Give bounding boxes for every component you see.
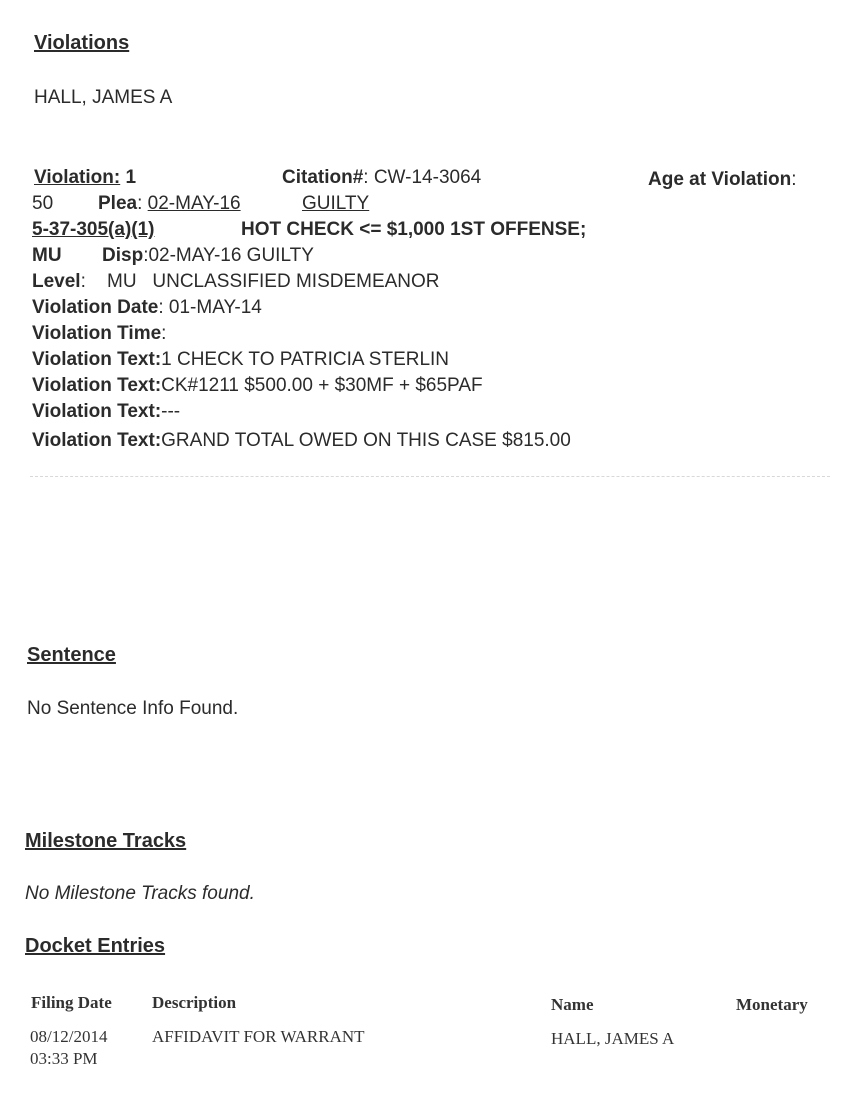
plea-date: 02-MAY-16 [147,193,241,214]
violation-text-line [32,349,449,371]
violation-text-line [32,375,483,397]
milestone-tracks-heading: Milestone Tracks [25,830,187,852]
violation-text-label: Violation Text: [32,375,162,396]
violation-time-line [32,323,166,345]
violation-text-line [32,401,180,423]
citation [282,167,481,189]
level-value: : MU UNCLASSIFIED MISDEMEANOR [80,271,440,292]
violation-time-value: : [161,323,167,344]
citation-label: Citation# [282,167,364,188]
column-header-description: Description [152,993,237,1012]
violation-text-label: Violation Text: [32,430,162,451]
statute: 5-37-305(a)(1) [32,219,155,240]
level-label: Level [32,271,81,292]
age-at-violation [648,169,797,191]
column-header-filing-date: Filing Date [31,993,112,1012]
violation-date-label: Violation Date [32,297,159,318]
section-divider [30,476,830,477]
sentence-heading: Sentence [27,644,116,666]
plea-colon: : [137,193,148,214]
violation-number-line [34,167,136,189]
sentence-text: No Sentence Info Found. [27,698,239,719]
docket-entries-heading: Docket Entries [25,935,166,957]
docket-description: AFFIDAVIT FOR WARRANT [152,1027,365,1046]
violation-text-label: Violation Text: [32,349,162,370]
violation-date-value: : 01-MAY-14 [158,297,262,318]
violation-text-label: Violation Text: [32,401,162,422]
violation-text-value: CK#1211 $500.00 + $30MF + $65PAF [161,375,483,396]
docket-name: HALL, JAMES A [551,1029,675,1048]
plea [98,193,241,215]
violation-text-line [32,430,571,452]
docket-filing-date: 08/12/2014 [30,1027,108,1046]
level-line [32,271,440,293]
citation-value: : CW-14-3064 [363,167,482,188]
violation-text-value: --- [161,401,181,422]
disposition [102,245,314,267]
class-code: MU [32,245,62,266]
disp-label: Disp [102,245,144,266]
offense-description: HOT CHECK <= $1,000 1ST OFFENSE; [241,219,587,240]
violation-time-label: Violation Time [32,323,162,344]
column-header-name: Name [551,995,594,1014]
age-label: Age at Violation [648,169,792,190]
milestone-tracks-text: No Milestone Tracks found. [25,883,255,904]
age-value: 50 [32,193,54,214]
violation-text-value: 1 CHECK TO PATRICIA STERLIN [161,349,450,370]
violation-text-value: GRAND TOTAL OWED ON THIS CASE $815.00 [161,430,571,451]
column-header-monetary: Monetary [736,995,808,1014]
violation-date-line [32,297,262,319]
docket-filing-time: 03:33 PM [30,1049,98,1068]
disp-value: :02-MAY-16 GUILTY [143,245,314,266]
defendant-name: HALL, JAMES A [34,87,173,108]
plea-label: Plea [98,193,138,214]
age-colon: : [791,169,797,190]
plea-value: GUILTY [302,193,370,214]
violations-heading: Violations [34,32,130,54]
violation-number: 1 [125,167,137,188]
violation-label: Violation: [34,167,121,188]
